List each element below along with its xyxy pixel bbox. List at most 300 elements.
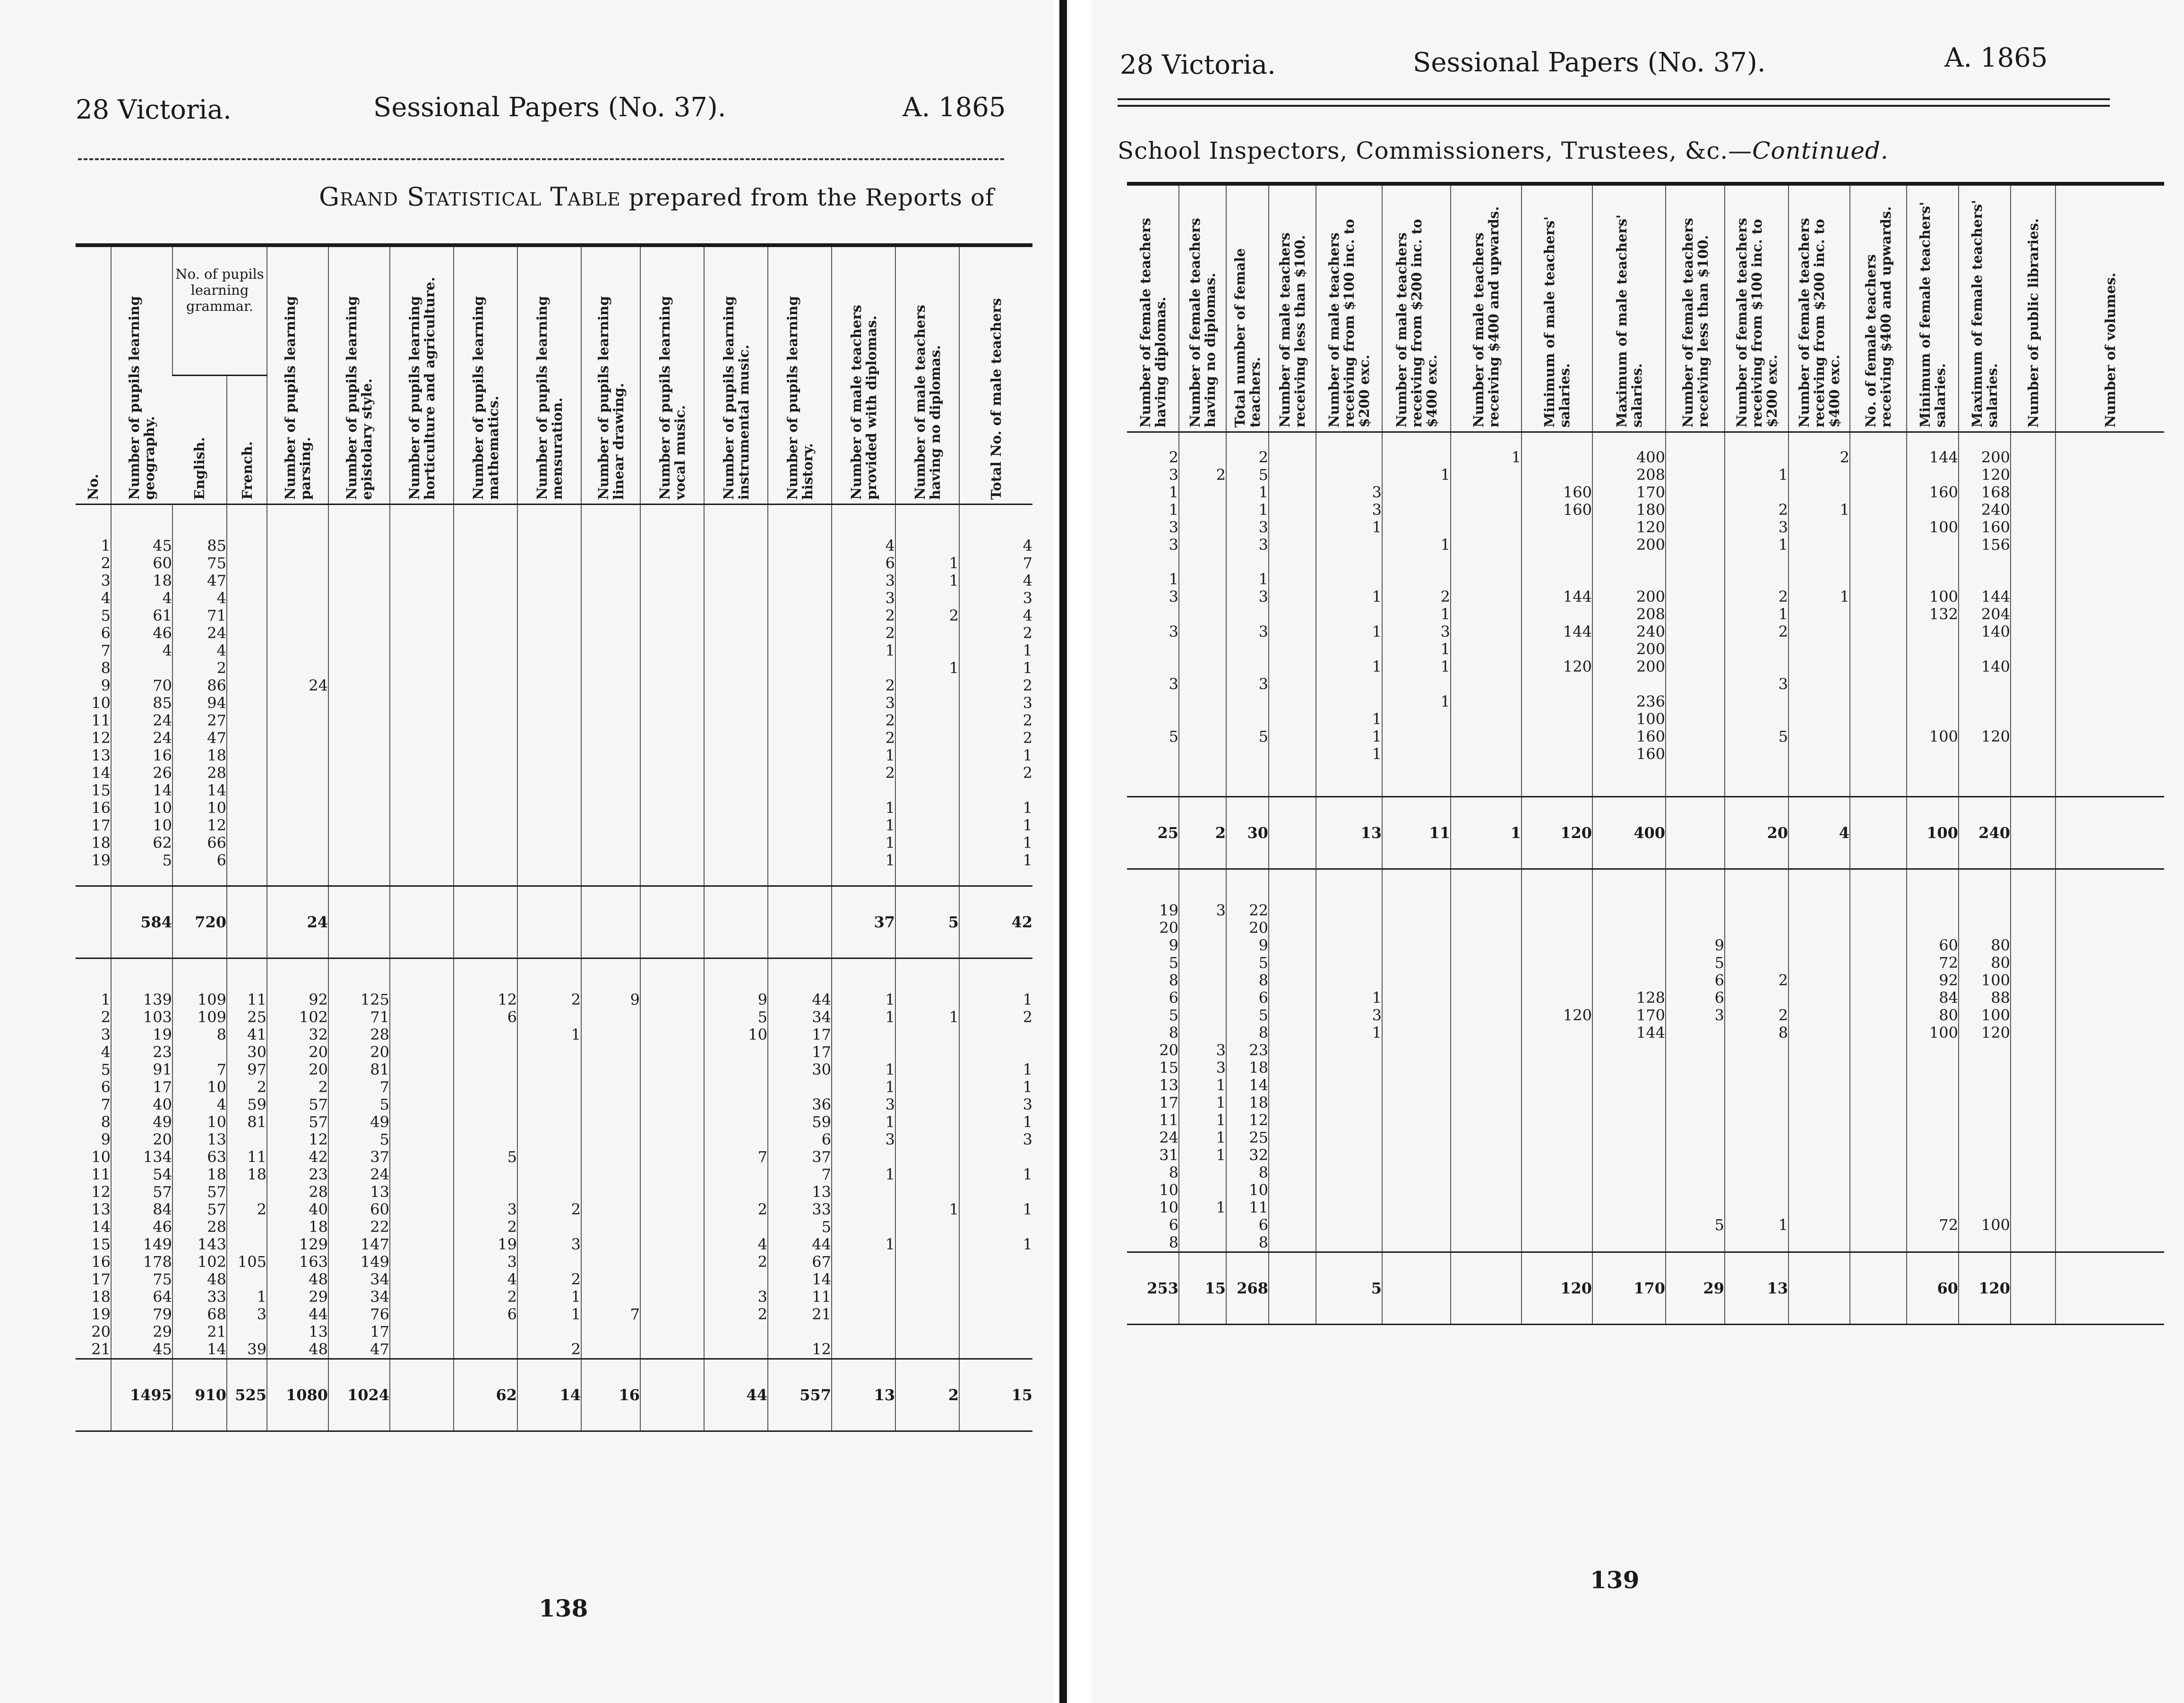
- table-cell: [1666, 554, 1725, 571]
- spacer-cell: [1316, 780, 1382, 797]
- table-cell: [1592, 1216, 1666, 1234]
- table-row: [1127, 606, 2164, 623]
- right-header-row: [1127, 184, 2164, 432]
- total-cell: 11: [1382, 797, 1451, 869]
- table-row: [1127, 728, 2164, 745]
- table-cell: [1788, 1199, 1850, 1216]
- table-row: [1127, 919, 2164, 937]
- table-cell: [581, 1341, 640, 1359]
- table-cell: [640, 555, 704, 572]
- table-cell: [1316, 1181, 1382, 1199]
- table-cell: [1850, 658, 1907, 676]
- table-cell: 7: [959, 555, 1032, 572]
- table-cell: 1: [1382, 606, 1451, 623]
- table-row: [1127, 641, 2164, 658]
- table-cell: [1788, 1112, 1850, 1129]
- table-cell: 3: [1169, 536, 1178, 554]
- table-cell: [390, 555, 454, 572]
- table-cell: [581, 747, 640, 764]
- spacer-cell: [267, 505, 328, 522]
- left-s1-spacer: [76, 521, 1032, 537]
- table-row: [1127, 1199, 2164, 1216]
- total-row: [1127, 797, 2164, 869]
- table-cell: 2: [895, 607, 959, 625]
- table-row: [76, 1271, 1032, 1288]
- table-cell: [390, 659, 454, 677]
- table-cell: [2011, 571, 2055, 588]
- table-cell: 28: [172, 764, 227, 782]
- table-cell: [1959, 1112, 2011, 1129]
- table-cell: [704, 852, 768, 869]
- spacer-cell: [517, 975, 581, 991]
- table-cell: 9: [581, 991, 640, 1009]
- table-cell: 9: [101, 676, 111, 694]
- table-cell: [704, 694, 768, 712]
- table-cell: [1382, 1181, 1451, 1199]
- table-cell: 1: [959, 1201, 1032, 1218]
- table-cell: [704, 1271, 768, 1288]
- table-cell: [959, 1218, 1032, 1236]
- table-cell: [1788, 954, 1850, 972]
- table-row: [1127, 1216, 2164, 1234]
- table-cell: [640, 991, 704, 1009]
- table-cell: 4: [172, 1096, 227, 1113]
- column-header-label: Number of pupils learning vocal music.: [656, 296, 688, 500]
- table-cell: 156: [1959, 536, 2011, 554]
- column-header-label: Number of male teachers receiving $400 and upwards.: [1470, 206, 1502, 428]
- table-cell: 15: [91, 781, 111, 799]
- table-cell: [227, 642, 267, 659]
- column-header-label: Number of pupils learning parsing.: [282, 296, 313, 500]
- table-cell: [832, 1044, 895, 1061]
- table-cell: [1522, 919, 1592, 937]
- spacer-cell: [1666, 886, 1725, 902]
- table-cell: 3: [1179, 1059, 1226, 1077]
- table-cell: [454, 1183, 517, 1201]
- table-cell: [1788, 1129, 1850, 1147]
- right-s1-spacer: [1127, 432, 2164, 449]
- table-cell: 11: [1226, 1199, 1269, 1216]
- table-cell: 2: [1169, 448, 1178, 466]
- table-cell: [1269, 937, 1316, 954]
- table-cell: [1850, 588, 1907, 606]
- table-cell: [1850, 1216, 1907, 1234]
- table-cell: [1907, 623, 1959, 641]
- table-cell: 60: [328, 1201, 390, 1218]
- table-cell: [2011, 536, 2055, 554]
- table-cell: 72: [1907, 954, 1959, 972]
- table-cell: [517, 1078, 581, 1096]
- table-cell: [1959, 1164, 2011, 1181]
- table-cell: [1179, 1216, 1226, 1234]
- table-cell: [390, 1096, 454, 1113]
- table-cell: 3: [704, 1288, 768, 1306]
- table-cell: 37: [328, 1148, 390, 1166]
- table-cell: [959, 1271, 1032, 1288]
- table-row: [76, 607, 1032, 625]
- total-cell: 14: [517, 1359, 581, 1431]
- table-cell: [1269, 1007, 1316, 1024]
- spacer-cell: [581, 521, 640, 537]
- table-cell: 81: [328, 1061, 390, 1078]
- total-cell: [640, 1359, 704, 1431]
- table-cell: [768, 764, 832, 782]
- table-cell: [2011, 1077, 2055, 1094]
- table-cell: 31: [1159, 1146, 1178, 1164]
- table-cell: [1666, 623, 1725, 641]
- table-cell: [832, 1183, 895, 1201]
- spacer-cell: [2011, 432, 2055, 449]
- table-cell: 76: [328, 1306, 390, 1323]
- table-cell: [390, 834, 454, 852]
- table-cell: 163: [267, 1253, 328, 1271]
- table-cell: [1269, 571, 1316, 588]
- spacer-cell: [1959, 432, 2011, 449]
- total-cell: 910: [172, 1359, 227, 1431]
- table-row: [1127, 1094, 2164, 1112]
- table-row: [1127, 763, 2164, 780]
- table-cell: 1: [1179, 1077, 1226, 1094]
- table-cell: 2: [1788, 449, 1850, 466]
- column-header-label: Number of male teachers having no diplomas.: [911, 305, 943, 500]
- table-cell: [1451, 501, 1522, 519]
- table-cell: [267, 572, 328, 590]
- table-cell: [1907, 1059, 1959, 1077]
- table-cell: [1592, 919, 1666, 937]
- table-cell: [581, 1183, 640, 1201]
- table-cell: 13: [768, 1183, 832, 1201]
- spacer-cell: [1788, 780, 1850, 797]
- table-cell: 36: [768, 1096, 832, 1113]
- table-cell: [1316, 1059, 1382, 1077]
- table-cell: [581, 1323, 640, 1341]
- table-row: [76, 1078, 1032, 1096]
- table-cell: [1850, 710, 1907, 728]
- table-cell: 120: [1522, 1007, 1592, 1024]
- table-cell: [1451, 1042, 1522, 1059]
- table-cell: [454, 607, 517, 625]
- table-cell: 29: [111, 1323, 172, 1341]
- spacer-cell: [832, 975, 895, 991]
- spacer-cell: [959, 958, 1032, 976]
- table-cell: [2055, 1216, 2164, 1234]
- table-cell: [1451, 588, 1522, 606]
- table-cell: [704, 712, 768, 729]
- table-cell: [454, 1061, 517, 1078]
- total-cell: 400: [1592, 797, 1666, 869]
- table-cell: 11: [227, 1148, 267, 1166]
- spacer-cell: [640, 521, 704, 537]
- table-cell: [2011, 902, 2055, 919]
- table-cell: [1666, 710, 1725, 728]
- table-cell: [1788, 1164, 1850, 1181]
- table-cell: 18: [91, 834, 111, 852]
- table-cell: [959, 1044, 1032, 1061]
- spacer-cell: [1127, 869, 1179, 886]
- table-cell: [2055, 484, 2164, 501]
- column-header: [704, 245, 768, 505]
- table-cell: 6: [1169, 989, 1178, 1007]
- table-cell: [328, 852, 390, 869]
- table-cell: [1666, 1199, 1725, 1216]
- table-cell: 2: [959, 712, 1032, 729]
- table-row: [1127, 1042, 2164, 1059]
- right-s2-spacer: [1127, 886, 2164, 902]
- table-row: [1127, 658, 2164, 676]
- table-cell: [1907, 658, 1959, 676]
- table-cell: [1179, 972, 1226, 989]
- total-cell: 2: [1179, 797, 1226, 869]
- table-cell: [2011, 1094, 2055, 1112]
- table-cell: [1179, 641, 1226, 658]
- table-cell: [2055, 989, 2164, 1007]
- table-cell: [2011, 554, 2055, 571]
- table-cell: [1382, 676, 1451, 693]
- table-cell: 5: [1169, 954, 1178, 972]
- table-cell: [1127, 658, 1179, 676]
- table-cell: 1: [959, 799, 1032, 817]
- table-cell: 5: [1666, 1216, 1725, 1234]
- table-cell: 10: [172, 1078, 227, 1096]
- table-cell: [704, 659, 768, 677]
- table-cell: [454, 1131, 517, 1148]
- table-cell: 100: [1959, 1007, 2011, 1024]
- spacer-cell: [2011, 780, 2055, 797]
- table-cell: [1666, 1234, 1725, 1252]
- table-cell: [1850, 1094, 1907, 1112]
- table-cell: [1316, 1042, 1382, 1059]
- spacer-cell: [1788, 432, 1850, 449]
- table-cell: [581, 1253, 640, 1271]
- table-cell: 3: [1226, 623, 1269, 641]
- table-cell: [1725, 937, 1788, 954]
- table-cell: [1788, 1094, 1850, 1112]
- table-cell: 14: [91, 764, 111, 782]
- table-cell: [390, 764, 454, 782]
- table-cell: [328, 625, 390, 642]
- table-cell: [2011, 449, 2055, 466]
- table-cell: 2: [959, 764, 1032, 782]
- table-cell: 13: [91, 746, 111, 764]
- table-cell: [895, 747, 959, 764]
- table-cell: 160: [1522, 484, 1592, 501]
- table-cell: [1522, 728, 1592, 745]
- column-header: [1666, 184, 1725, 432]
- total-cell: [2011, 1252, 2055, 1325]
- table-cell: [1959, 745, 2011, 763]
- table-cell: [517, 590, 581, 607]
- table-row: [76, 729, 1032, 747]
- table-cell: [1226, 710, 1269, 728]
- table-cell: 3: [1169, 466, 1178, 484]
- spacer-cell: [1316, 432, 1382, 449]
- table-cell: [704, 817, 768, 834]
- table-cell: [1592, 1129, 1666, 1147]
- table-cell: [1382, 954, 1451, 972]
- table-cell: [267, 729, 328, 747]
- table-cell: [2011, 519, 2055, 536]
- table-cell: [1316, 902, 1382, 919]
- column-header: [227, 376, 267, 505]
- table-cell: [1592, 763, 1666, 780]
- table-cell: 6: [1666, 989, 1725, 1007]
- table-cell: [1316, 1234, 1382, 1252]
- spacer-cell: [454, 958, 517, 976]
- table-cell: 10: [172, 799, 227, 817]
- spacer-cell: [1522, 780, 1592, 797]
- table-cell: 11: [768, 1288, 832, 1306]
- spacer-cell: [768, 958, 832, 976]
- table-cell: 204: [1959, 606, 2011, 623]
- table-cell: 128: [1592, 989, 1666, 1007]
- table-cell: [1666, 1112, 1725, 1129]
- table-cell: 9: [101, 1130, 111, 1148]
- table-cell: [1382, 1199, 1451, 1216]
- table-cell: [1592, 554, 1666, 571]
- total-cell: 525: [227, 1359, 267, 1431]
- table-cell: 2: [454, 1218, 517, 1236]
- table-cell: [768, 712, 832, 729]
- column-header-label: Number of female teachers receiving from $100 inc. to $200 exc.: [1733, 218, 1780, 428]
- table-cell: [1725, 710, 1788, 728]
- table-cell: [517, 659, 581, 677]
- table-cell: 144: [1959, 588, 2011, 606]
- table-cell: [1959, 1234, 2011, 1252]
- table-cell: [1666, 1094, 1725, 1112]
- total-row: [76, 1359, 1032, 1431]
- table-cell: 6: [101, 1078, 111, 1096]
- table-cell: [1269, 449, 1316, 466]
- table-cell: [895, 1044, 959, 1061]
- table-cell: [959, 1253, 1032, 1271]
- table-cell: [581, 1044, 640, 1061]
- total-cell: [1269, 1252, 1316, 1325]
- table-cell: 20: [267, 1044, 328, 1061]
- table-cell: [640, 712, 704, 729]
- table-cell: 24: [111, 729, 172, 747]
- table-cell: [1522, 571, 1592, 588]
- table-cell: [227, 729, 267, 747]
- total-cell: 240: [1959, 797, 2011, 869]
- table-cell: [454, 677, 517, 694]
- table-cell: [1316, 554, 1382, 571]
- table-cell: [1127, 745, 1179, 763]
- table-cell: 16: [91, 799, 111, 817]
- table-cell: [832, 1288, 895, 1306]
- table-cell: [581, 834, 640, 852]
- table-cell: [704, 1096, 768, 1113]
- column-header-label: Total number of female teachers.: [1232, 248, 1263, 428]
- table-cell: 14: [768, 1271, 832, 1288]
- column-header-label: Number of female teachers having diplomas.: [1137, 218, 1169, 428]
- table-cell: [895, 852, 959, 869]
- spacer-cell: [172, 505, 227, 522]
- table-cell: [1907, 676, 1959, 693]
- table-cell: [1666, 449, 1725, 466]
- spacer-cell: [227, 958, 267, 976]
- column-header: [640, 245, 704, 505]
- table-cell: [1850, 1042, 1907, 1059]
- spacer-cell: [390, 958, 454, 976]
- table-cell: 17: [111, 1078, 172, 1096]
- table-cell: 34: [328, 1288, 390, 1306]
- table-cell: [581, 799, 640, 817]
- table-cell: [581, 642, 640, 659]
- table-cell: [1907, 1147, 1959, 1164]
- table-cell: 25: [1226, 1129, 1269, 1147]
- table-cell: [2055, 1007, 2164, 1024]
- table-cell: [1725, 571, 1788, 588]
- table-cell: [517, 747, 581, 764]
- table-cell: [227, 625, 267, 642]
- table-cell: [328, 729, 390, 747]
- spacer-cell: [390, 505, 454, 522]
- column-header: [328, 245, 390, 505]
- spacer-cell: [1592, 886, 1666, 902]
- table-cell: [2011, 501, 2055, 519]
- table-cell: 3: [454, 1201, 517, 1218]
- table-cell: [1788, 623, 1850, 641]
- table-cell: [328, 590, 390, 607]
- total-cell: [328, 886, 390, 958]
- table-row: [76, 1061, 1032, 1078]
- table-cell: [1316, 919, 1382, 937]
- table-cell: [1850, 1199, 1907, 1216]
- table-cell: [1451, 641, 1522, 658]
- right-page: [1092, 0, 2184, 1703]
- spacer-cell: [768, 975, 832, 991]
- spacer-cell: [76, 505, 111, 522]
- table-cell: [2055, 1059, 2164, 1077]
- column-header-label: Number of pupils learning linear drawing.: [595, 296, 627, 500]
- table-cell: [1522, 1059, 1592, 1077]
- table-cell: [227, 555, 267, 572]
- table-cell: [640, 694, 704, 712]
- table-cell: [704, 537, 768, 555]
- table-cell: 1: [832, 991, 895, 1009]
- table-cell: 240: [1592, 623, 1666, 641]
- table-row: [1127, 1024, 2164, 1042]
- total-cell: [704, 886, 768, 958]
- spacer-cell: [454, 505, 517, 522]
- table-cell: [895, 1096, 959, 1113]
- table-cell: [1522, 519, 1592, 536]
- table-cell: [640, 1026, 704, 1044]
- table-cell: [1179, 554, 1226, 571]
- table-cell: [2055, 972, 2164, 989]
- table-cell: 80: [1959, 954, 2011, 972]
- table-cell: [1850, 1234, 1907, 1252]
- table-cell: 4: [111, 590, 172, 607]
- table-cell: 1: [832, 1236, 895, 1253]
- table-cell: 14: [111, 782, 172, 799]
- table-cell: 47: [328, 1341, 390, 1359]
- table-cell: [328, 799, 390, 817]
- table-cell: 42: [267, 1148, 328, 1166]
- table-cell: [1788, 571, 1850, 588]
- table-cell: 4: [101, 589, 111, 607]
- table-cell: [2055, 623, 2164, 641]
- table-cell: [1907, 466, 1959, 484]
- table-cell: 44: [768, 991, 832, 1009]
- table-cell: [895, 677, 959, 694]
- table-cell: [454, 852, 517, 869]
- left-s1-spacer: [76, 869, 1032, 886]
- table-cell: 2: [227, 1201, 267, 1218]
- table-cell: [1666, 902, 1725, 919]
- table-cell: 1: [895, 1009, 959, 1026]
- table-cell: 4: [704, 1236, 768, 1253]
